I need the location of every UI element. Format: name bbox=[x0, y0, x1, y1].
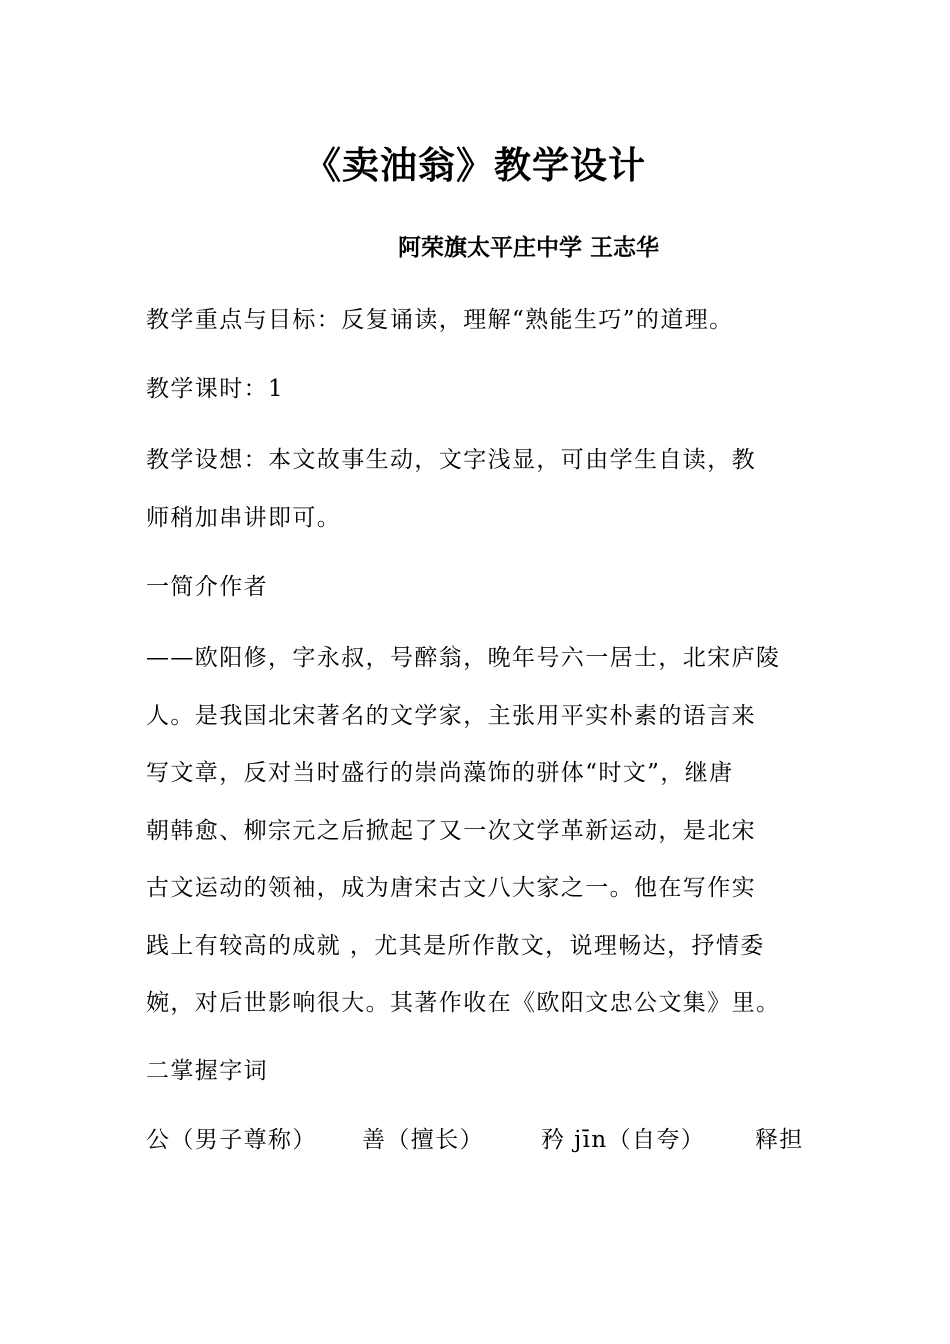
author-bio-line: 朝韩愈、柳宗元之后掀起了又一次文学革新运动，是北宋 bbox=[146, 818, 756, 844]
section-heading-vocab: 二掌握字词 bbox=[146, 1058, 268, 1084]
section-heading-author: 一简介作者 bbox=[146, 574, 268, 600]
teaching-hours: 教学课时：1 bbox=[146, 376, 285, 402]
author-bio-line: 写文章，反对当时盛行的崇尚藻饰的骈体“时文”，继唐 bbox=[146, 760, 734, 786]
vocab-item: 善（擅长） bbox=[362, 1127, 484, 1153]
author-bio-line: 践上有较高的成就 ，尤其是所作散文，说理畅达，抒情委 bbox=[146, 933, 765, 959]
author-line: 阿荣旗太平庄中学 王志华 bbox=[398, 234, 660, 261]
vocab-row bbox=[146, 1120, 811, 1160]
teaching-goal: 教学重点与目标：反复诵读，理解“熟能生巧”的道理。 bbox=[146, 307, 734, 333]
teaching-idea-line-1: 教学设想：本文故事生动，文字浅显，可由学生自读，教 bbox=[146, 447, 756, 473]
vocab-item: 矜 jīn（自夸） bbox=[541, 1127, 706, 1153]
teaching-idea-line-2: 师稍加串讲即可。 bbox=[146, 505, 342, 531]
author-bio-line: 古文运动的领袖，成为唐宋古文八大家之一。他在写作实 bbox=[146, 875, 756, 901]
vocab-item: 释担 bbox=[755, 1127, 804, 1153]
author-bio-line: ——欧阳修，字永叔，号醉翁，晚年号六一居士，北宋庐陵 bbox=[146, 645, 781, 671]
document-title: 《卖油翁》教学设计 bbox=[304, 143, 646, 187]
vocab-item: 公（男子尊称） bbox=[146, 1127, 317, 1153]
author-bio-line: 人。是我国北宋著名的文学家，主张用平实朴素的语言来 bbox=[146, 703, 756, 729]
author-bio-line: 婉，对后世影响很大。其著作收在《欧阳文忠公文集》里。 bbox=[146, 990, 781, 1016]
